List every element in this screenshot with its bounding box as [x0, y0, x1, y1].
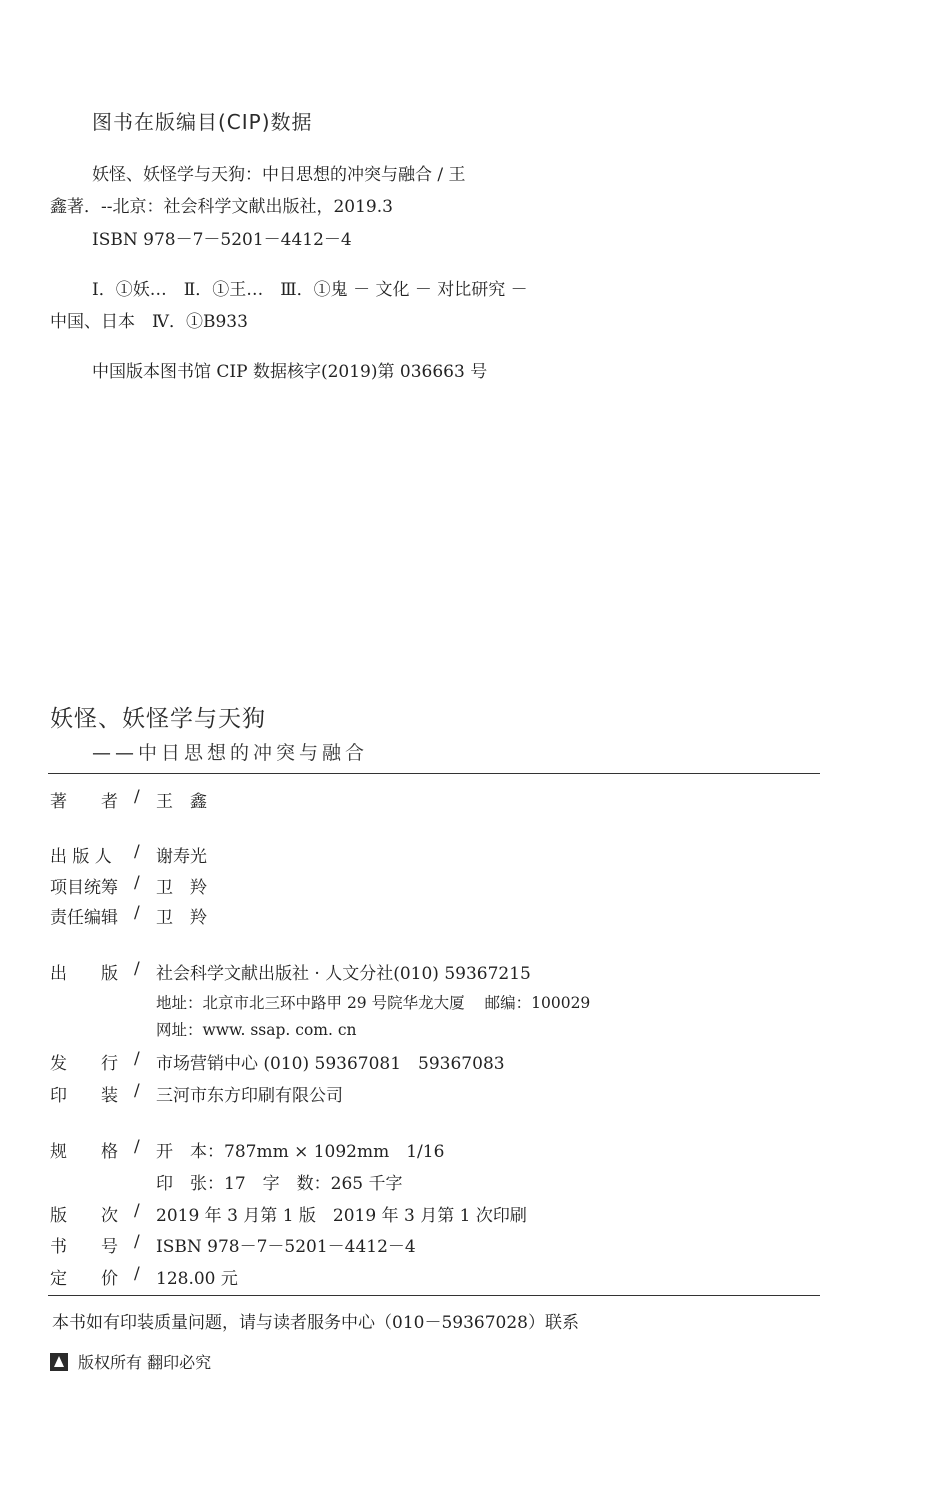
book-title: 妖怪、妖怪学与天狗	[50, 706, 266, 732]
website-value: www. ssap. com. cn	[202, 1021, 357, 1039]
info-label: 责任编辑	[50, 908, 118, 928]
info-label: 项目统筹	[50, 878, 118, 898]
cip-line: 中国版本图书馆 CIP 数据核字(2019)第 036663 号	[92, 362, 488, 382]
cip-line: 鑫著．--北京：社会科学文献出版社，2019.3	[50, 197, 393, 217]
book-subtitle: ——中日思想的冲突与融合	[92, 742, 369, 764]
info-value: 印 张：17 字 数：265 千字	[156, 1174, 403, 1194]
rights-line	[50, 1350, 211, 1373]
info-label: 出 版	[50, 964, 118, 984]
bottom-divider	[48, 1295, 820, 1296]
separator: /	[134, 1264, 140, 1284]
separator: /	[134, 1081, 140, 1101]
separator: /	[134, 787, 140, 807]
info-label: 书 号	[50, 1237, 118, 1257]
separator: /	[134, 842, 140, 862]
cip-line: 中国、日本 Ⅳ．①B933	[50, 312, 248, 332]
publisher-logo-icon	[50, 1353, 68, 1371]
separator: /	[134, 873, 140, 893]
info-value: 卫 羚	[156, 878, 207, 898]
info-label: 印 装	[50, 1086, 118, 1106]
separator: /	[134, 1137, 140, 1157]
top-divider	[48, 773, 820, 774]
rights-text: 版权所有 翻印必究	[78, 1353, 212, 1372]
separator: /	[134, 1232, 140, 1252]
info-label: 定 价	[50, 1269, 118, 1289]
info-value: 社会科学文献出版社 · 人文分社(010) 59367215	[156, 964, 531, 984]
quality-notice: 本书如有印装质量问题，请与读者服务中心（010－59367028）联系	[52, 1313, 579, 1333]
address-value: 北京市北三环中路甲 29 号院华龙大厦	[202, 994, 465, 1012]
info-value: 王 鑫	[156, 792, 207, 812]
info-value: 卫 羚	[156, 908, 207, 928]
cip-heading: 图书在版编目(CIP)数据	[92, 110, 313, 134]
publisher-website	[156, 1018, 357, 1040]
separator: /	[134, 903, 140, 923]
cip-line: 妖怪、妖怪学与天狗：中日思想的冲突与融合 / 王	[92, 165, 466, 185]
separator: /	[134, 1201, 140, 1221]
publisher-address	[156, 991, 590, 1013]
info-value: 开 本：787mm × 1092mm 1/16	[156, 1142, 445, 1162]
info-label: 发 行	[50, 1054, 118, 1074]
website-label: 网址：	[156, 1021, 203, 1039]
separator: /	[134, 959, 140, 979]
info-value: 市场营销中心 (010) 59367081 59367083	[156, 1054, 505, 1074]
info-label: 出 版 人	[50, 847, 112, 867]
separator: /	[134, 1049, 140, 1069]
info-label: 版 次	[50, 1206, 118, 1226]
info-value: ISBN 978－7－5201－4412－4	[156, 1237, 416, 1257]
postcode-label: 邮编：	[484, 994, 532, 1012]
info-value: 谢寿光	[156, 847, 207, 867]
cip-line: Ⅰ．①妖… Ⅱ．①王… Ⅲ．①鬼 － 文化 － 对比研究 －	[92, 280, 528, 300]
cip-line: ISBN 978－7－5201－4412－4	[92, 230, 352, 250]
info-value: 三河市东方印刷有限公司	[156, 1086, 343, 1106]
info-value: 2019 年 3 月第 1 版 2019 年 3 月第 1 次印刷	[156, 1206, 527, 1226]
info-value: 128.00 元	[156, 1269, 238, 1289]
postcode-value: 100029	[531, 994, 591, 1012]
address-label: 地址：	[156, 994, 203, 1012]
info-label: 规 格	[50, 1142, 118, 1162]
info-label: 著 者	[50, 792, 118, 812]
